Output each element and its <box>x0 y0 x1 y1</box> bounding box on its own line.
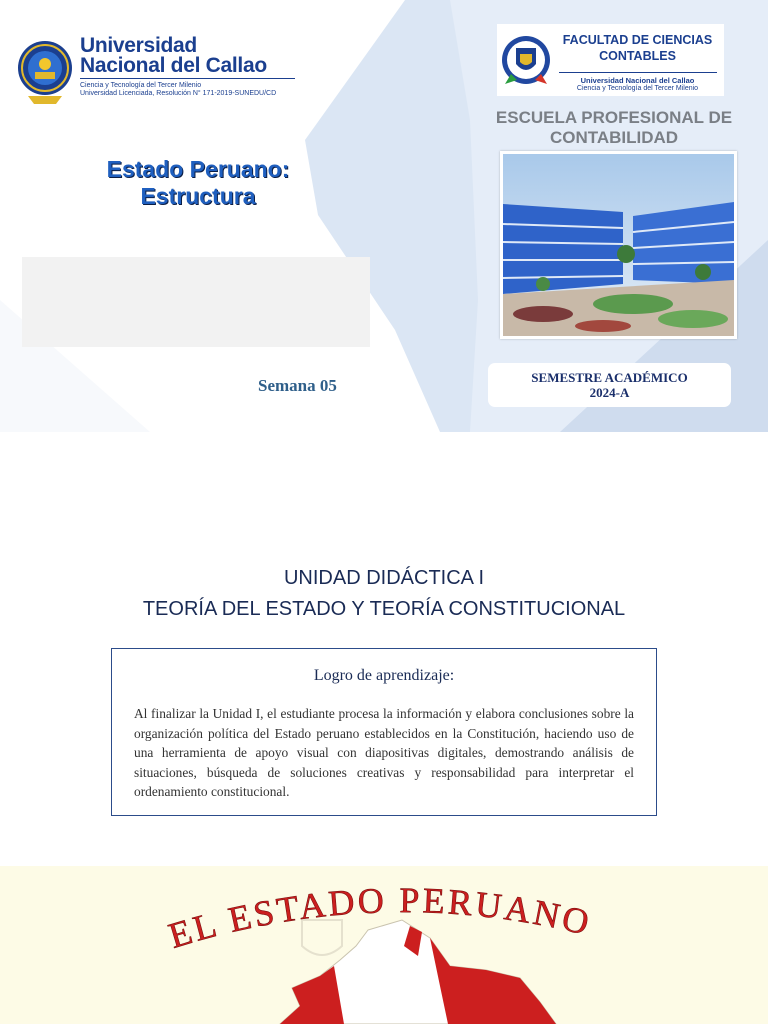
title-slide-heading: EL ESTADO PERUANO <box>164 880 596 956</box>
learning-achievement-box <box>111 648 657 816</box>
peru-map-shape <box>280 920 556 1024</box>
presentation-title-line1: Estado Peruano: <box>106 156 290 182</box>
school-name-line1: ESCUELA PROFESIONAL DE <box>495 108 733 127</box>
university-name-line2: Nacional del Callao <box>80 54 267 77</box>
faculty-title-line2: CONTABLES <box>599 49 676 63</box>
unit-title: UNIDAD DIDÁCTICA I <box>283 567 485 589</box>
university-seal-logo <box>0 0 80 110</box>
faculty-tagline: Ciencia y Tecnología del Tercer Milenio <box>576 85 699 92</box>
semester-label: SEMESTRE ACADÉMICO <box>531 370 688 385</box>
faculty-header <box>497 24 724 96</box>
placeholder-box <box>22 257 370 347</box>
campus-photo-frame <box>500 151 737 339</box>
week-label: Semana 05 <box>258 376 337 395</box>
university-tagline: Ciencia y Tecnología del Tercer Milenio <box>80 82 202 89</box>
peru-map-title-art <box>0 866 768 1024</box>
university-license: Universidad Licenciada, Resolución N° 171-2019-SUNEDU/CD <box>80 90 277 97</box>
presentation-title-line2: Estructura <box>140 183 256 209</box>
campus-photo <box>503 154 734 336</box>
semester-code: 2024-A <box>589 385 630 400</box>
university-divider <box>80 78 295 79</box>
title-slide <box>0 866 768 1024</box>
achievement-heading: Logro de aprendizaje: <box>313 667 455 684</box>
university-name-line1: Universidad <box>80 34 197 57</box>
faculty-divider <box>559 72 717 73</box>
unit-subtitle: TEORÍA DEL ESTADO Y TEORÍA CONSTITUCIONAL <box>142 598 626 620</box>
cover-slide <box>0 0 768 432</box>
school-name-line2: CONTABILIDAD <box>549 128 679 147</box>
faculty-title-line1: FACULTAD DE CIENCIAS <box>562 33 713 47</box>
achievement-text: Al finalizar la Unidad I, el estudiante procesa la información y elabora conclusiones sobre la organización política del Estado peruano establecidos en la Constitución, haciendo uso de una herramienta de apoyo visual con diapositivas digitales, demostrando análisis de situaciones, búsqueda de soluciones creativas y responsabilidad para interpretar el ordenamiento constitucional. <box>134 706 634 799</box>
faculty-university-name: Universidad Nacional del Callao <box>580 76 695 85</box>
semester-badge <box>488 363 731 407</box>
faculty-shield-logo <box>499 24 555 96</box>
